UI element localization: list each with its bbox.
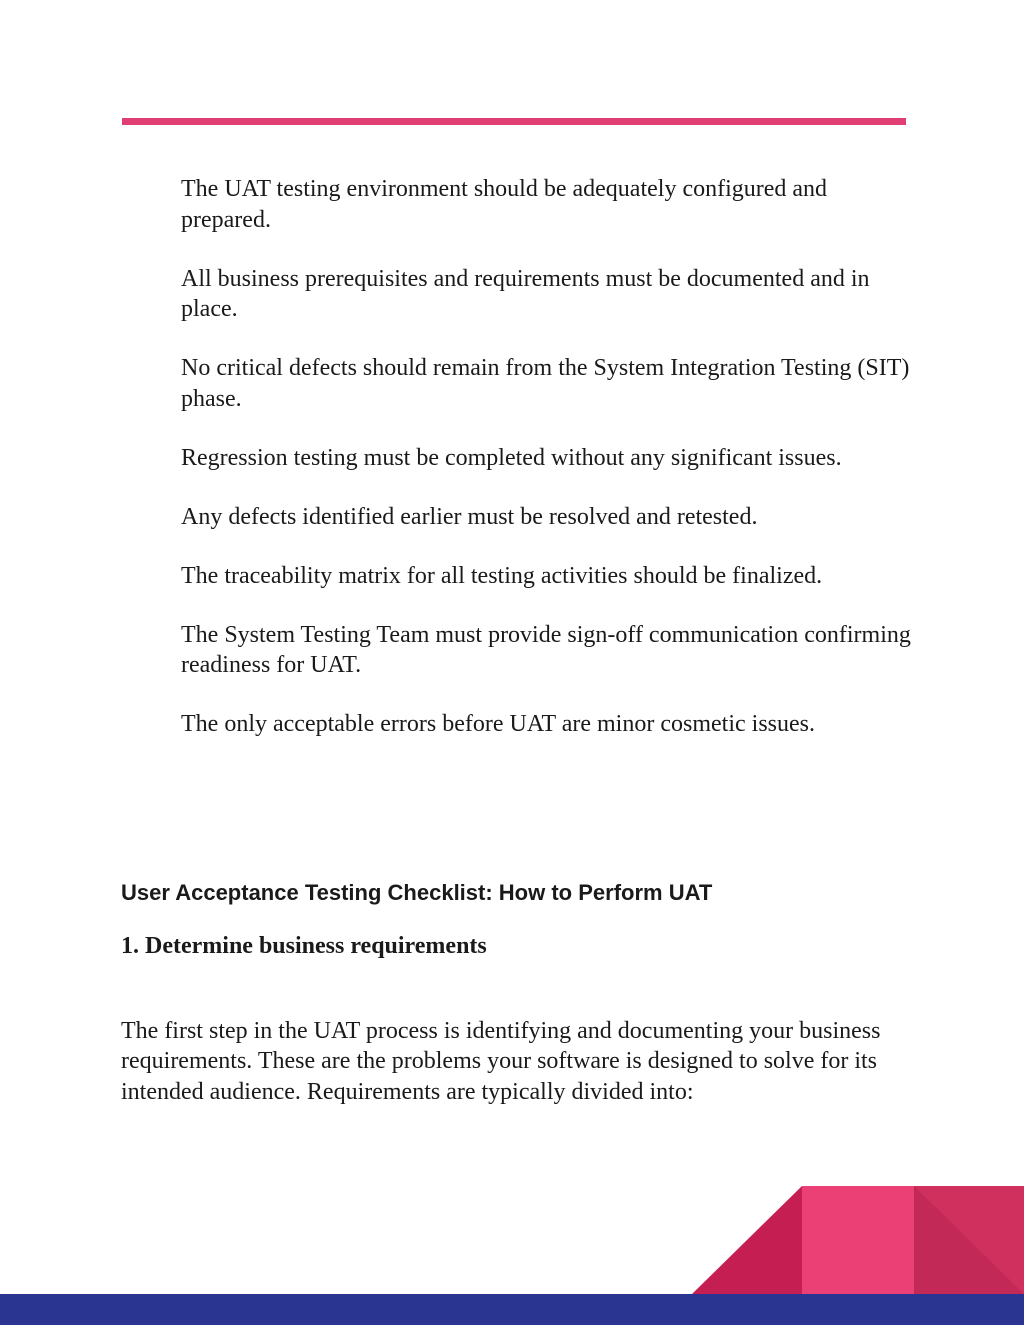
list-item: The UAT testing environment should be adequately configured and prepared. [181, 176, 828, 233]
body-paragraph: The first step in the UAT process is identifying and documenting your business requirements. These are the problems your software is designed to solve for its intended audience. Requirements are typically divided into: [121, 1018, 881, 1105]
corner-shape-middle [802, 1186, 914, 1294]
uat-entry-criteria-list [181, 174, 911, 768]
footer-bar [0, 1294, 1024, 1325]
list-item: No critical defects should remain from the System Integration Testing (SIT) phase. [181, 355, 910, 412]
step-heading: 1. Determine business requirements [121, 933, 487, 959]
list-item: The System Testing Team must provide sign-off communication confirming readiness for UAT. [181, 621, 911, 678]
list-item: Regression testing must be completed without any significant issues. [181, 444, 842, 471]
top-accent-rule [122, 118, 906, 125]
corner-shape-shadow [914, 1186, 1024, 1294]
corner-shape-right [914, 1186, 1024, 1294]
list-item: The only acceptable errors before UAT are minor cosmetic issues. [181, 711, 815, 737]
list-item: The traceability matrix for all testing activities should be finalized. [181, 562, 823, 589]
section-heading: User Acceptance Testing Checklist: How to Perform UAT [121, 880, 713, 905]
list-item: Any defects identified earlier must be resolved and retested. [181, 503, 758, 530]
list-item: All business prerequisites and requirements must be documented and in place. [181, 265, 870, 322]
corner-shape-left [692, 1186, 802, 1294]
